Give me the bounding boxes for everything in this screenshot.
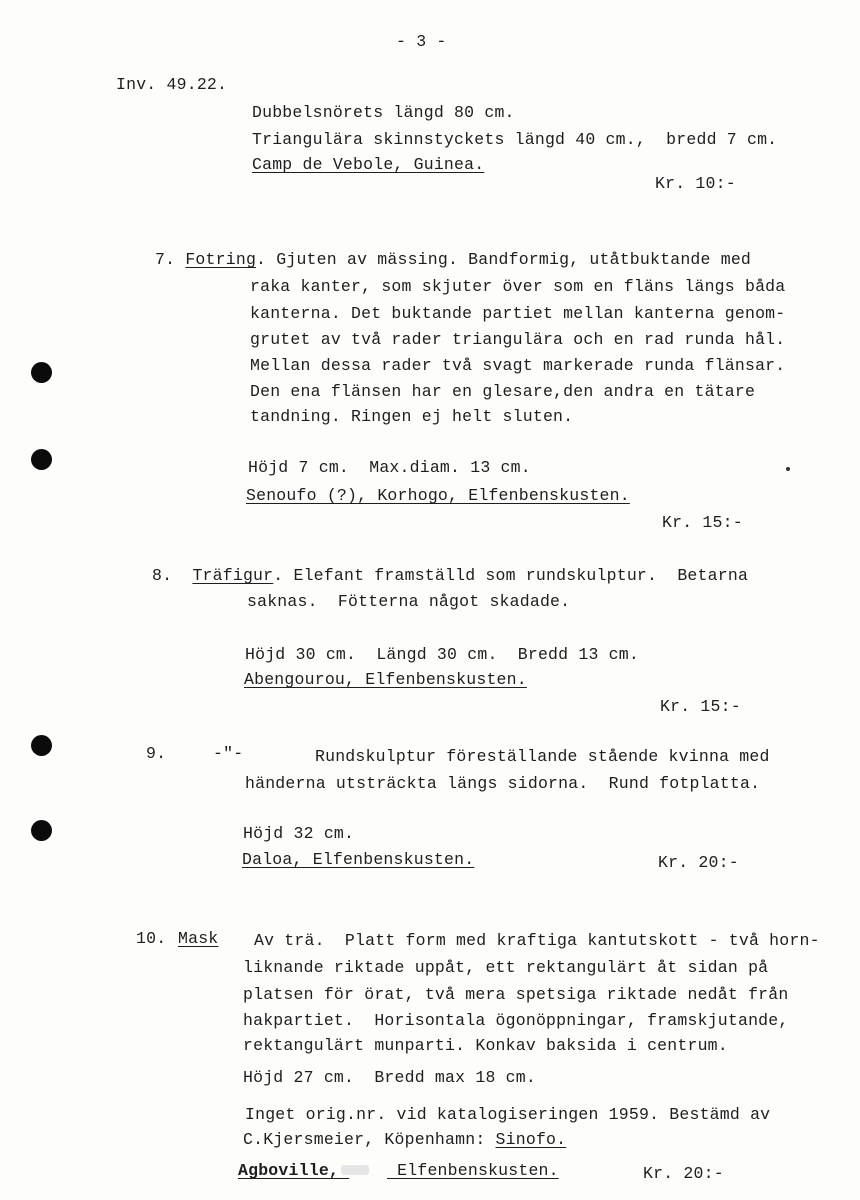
item-9-number: 9. (146, 744, 167, 763)
item-7-heading (155, 250, 751, 270)
punch-hole-1 (31, 362, 52, 383)
item-7-line-2: kanterna. Det buktande partiet mellan kanterna genom- (250, 304, 786, 323)
item-10-note-line-1: Inget orig.nr. vid katalogiseringen 1959. Bestämd av (245, 1105, 771, 1124)
punch-hole-3 (31, 735, 52, 756)
punch-hole-4 (31, 820, 52, 841)
item-8-measure: Höjd 30 cm. Längd 30 cm. Bredd 13 cm. (245, 645, 639, 664)
item-9-ditto: -"- (213, 744, 244, 763)
item-7-name: Fotring (185, 250, 257, 269)
item-10-line-3: hakpartiet. Horisontala ögonöppningar, framskjutande, (243, 1011, 789, 1030)
item-10-place: Agboville, (238, 1161, 340, 1180)
item-8-price: Kr. 15:- (660, 697, 741, 716)
item-10-measure: Höjd 27 cm. Bredd max 18 cm. (243, 1068, 536, 1087)
item-7-line-4: Mellan dessa rader två svagt markerade runda flänsar. (250, 356, 786, 375)
ink-speck (786, 467, 790, 471)
inventory-number: Inv. 49.22. (116, 75, 228, 94)
item-8-first-line: . Elefant framställd som rundskulptur. Betarna (273, 566, 749, 585)
item-9-first-line: Rundskulptur föreställande stående kvinna med (315, 747, 770, 766)
punch-hole-2 (31, 449, 52, 470)
item-7-line-6: tandning. Ringen ej helt sluten. (250, 407, 574, 426)
item-10-line-2: platsen för örat, två mera spetsiga riktade nedåt från (243, 985, 789, 1004)
item-10-place-rest: Elfenbenskusten. (387, 1161, 559, 1180)
prev-item-line-2: Triangulära skinnstyckets längd 40 cm., bredd 7 cm. (252, 130, 778, 149)
page-number: - 3 - (396, 32, 447, 51)
item-10-place-line (238, 1161, 559, 1181)
item-10-name: Mask (178, 929, 219, 948)
item-8-place: Abengourou, Elfenbenskusten. (244, 670, 527, 689)
item-10-line-1: liknande riktade uppåt, ett rektangulärt åt sidan på (243, 958, 769, 977)
item-7-line-5: Den ena flänsen har en glesare,den andra en tätare (250, 382, 756, 401)
erased-text-smudge (341, 1165, 369, 1175)
item-10-note-line-2 (243, 1130, 566, 1150)
item-10-price: Kr. 20:- (643, 1164, 724, 1183)
item-8-heading (152, 566, 748, 586)
item-7-first-line: . Gjuten av mässing. Bandformig, utåtbuktande med (256, 250, 752, 269)
item-7-measure: Höjd 7 cm. Max.diam. 13 cm. (248, 458, 531, 477)
item-8-number: 8. (152, 566, 173, 585)
item-7-number: 7. (155, 250, 176, 269)
item-10-note-text: C.Kjersmeier, Köpenhamn: (243, 1130, 496, 1149)
item-7-price: Kr. 15:- (662, 513, 743, 532)
item-10-line-4: rektangulärt munparti. Konkav baksida i centrum. (243, 1036, 728, 1055)
prev-item-price: Kr. 10:- (655, 174, 736, 193)
item-10-number: 10. (136, 929, 167, 948)
prev-item-place: Camp de Vebole, Guinea. (252, 155, 485, 174)
item-9-place: Daloa, Elfenbenskusten. (242, 850, 475, 869)
item-7-place: Senoufo (?), Korhogo, Elfenbenskusten. (246, 486, 630, 505)
item-7-line-3: grutet av två rader triangulära och en rad runda hål. (250, 330, 786, 349)
prev-item-line-1: Dubbelsnörets längd 80 cm. (252, 103, 515, 122)
item-9-line-1: händerna utsträckta längs sidorna. Rund fotplatta. (245, 774, 761, 793)
item-8-line-1: saknas. Fötterna något skadade. (247, 592, 571, 611)
item-10-first-line: Av trä. Platt form med kraftiga kantutskott - två horn- (254, 931, 820, 950)
item-10-attribution: Sinofo. (495, 1130, 567, 1149)
item-7-line-1: raka kanter, som skjuter över som en fläns längs båda (250, 277, 786, 296)
item-9-measure: Höjd 32 cm. (243, 824, 355, 843)
item-8-name: Träfigur (192, 566, 274, 585)
item-9-price: Kr. 20:- (658, 853, 739, 872)
